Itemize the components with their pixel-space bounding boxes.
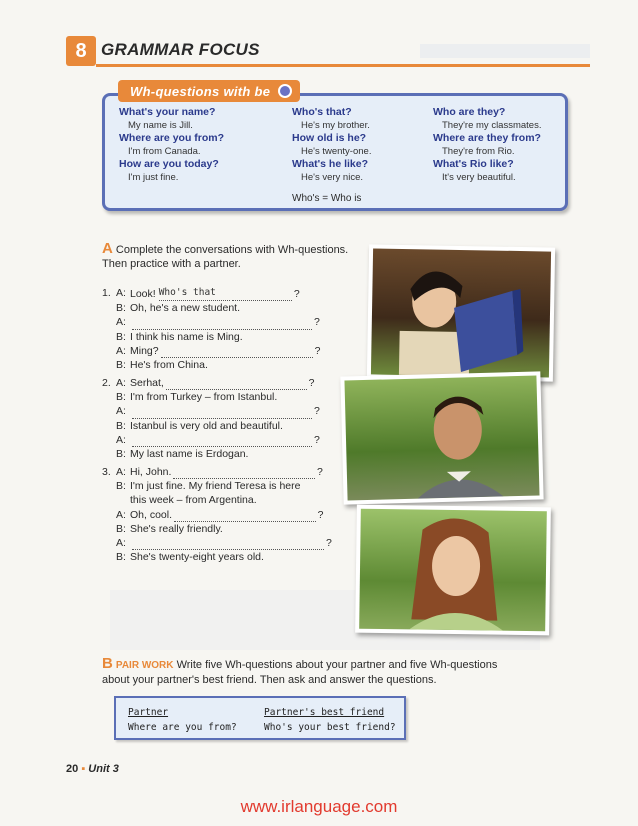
question-mark: ? — [314, 433, 320, 446]
grammar-answer: He's very nice. — [301, 172, 364, 183]
conversation-number — [102, 404, 116, 418]
grammar-question: How are you today? — [119, 158, 219, 170]
grammar-question: Who's that? — [292, 106, 352, 118]
line-text: Hi, John. — [130, 466, 172, 478]
watermark: www.irlanguage.com — [240, 797, 398, 816]
speaker-label: A: — [116, 537, 126, 550]
conversation-line — [102, 536, 332, 550]
grammar-question: Where are they from? — [433, 132, 541, 144]
part-a-text: Complete the conversations with Wh-questions. Then practice with a partner. — [102, 244, 349, 270]
speaker-label: B: — [116, 448, 126, 461]
conversation-number — [102, 315, 116, 329]
question-mark: ? — [317, 466, 323, 478]
line-text: I'm just fine. My friend Teresa is here — [130, 480, 301, 493]
speaker-label: B: — [116, 480, 126, 493]
title-rule — [96, 64, 590, 67]
answer-blank[interactable] — [232, 291, 292, 301]
answer-blank[interactable] — [166, 380, 307, 390]
grammar-question: Where are you from? — [119, 132, 225, 144]
grammar-note: Who's = Who is — [292, 193, 362, 204]
grammar-answer: My name is Jill. — [128, 120, 193, 131]
conversation-number — [102, 479, 116, 493]
page-number: 20 — [66, 763, 79, 775]
speaker-label: B: — [116, 391, 126, 404]
speaker-label: A: — [116, 466, 126, 478]
grammar-question: Who are they? — [433, 106, 506, 118]
line-text: She's twenty-eight years old. — [130, 551, 264, 564]
conversation-line — [102, 419, 320, 433]
speaker-label: A: — [116, 316, 126, 329]
conversation-number: 1. — [102, 287, 111, 299]
grammar-question: What's he like? — [292, 158, 369, 170]
conversation-number — [102, 550, 116, 564]
grammar-tab-label: Wh-questions with be — [130, 83, 271, 99]
speaker-label: A: — [116, 508, 126, 521]
conversation — [102, 465, 332, 564]
grammar-answer: It's very beautiful. — [442, 172, 516, 183]
example-box — [114, 696, 406, 740]
grammar-answer: He's twenty-one. — [301, 146, 372, 157]
example-col2-header: Partner's best friend — [264, 707, 385, 718]
speaker-label: B: — [116, 522, 126, 535]
photo-smiling-woman — [355, 505, 551, 636]
grammar-answer: I'm just fine. — [128, 172, 179, 183]
handwritten-answer[interactable]: Who's that — [159, 286, 230, 301]
conversation-line — [102, 522, 332, 536]
part-a-instruction — [102, 242, 364, 271]
conversation-line — [102, 376, 320, 390]
grammar-column-3 — [433, 106, 541, 184]
speaker-label: A: — [116, 344, 126, 357]
question-mark: ? — [314, 344, 321, 357]
conversation-line — [102, 344, 320, 358]
line-text: My last name is Erdogan. — [130, 448, 249, 461]
speaker-label: A: — [116, 287, 126, 299]
line-text: Serhat, — [130, 377, 164, 389]
conversation-number — [102, 508, 116, 522]
part-a-letter: A — [102, 240, 113, 257]
photo-boy-reading — [367, 244, 555, 381]
speaker-label — [116, 493, 130, 507]
part-b-letter: B — [102, 655, 113, 672]
speaker-label: B: — [116, 302, 126, 315]
line-text: Oh, cool. — [130, 508, 173, 521]
conversation-number — [102, 522, 116, 536]
section-title: GRAMMAR FOCUS — [101, 40, 260, 59]
grammar-question: What's your name? — [119, 106, 216, 118]
example-col1-value: Where are you from? — [128, 722, 237, 733]
question-mark: ? — [314, 405, 320, 418]
conversation-number — [102, 419, 116, 433]
answer-blank[interactable] — [173, 469, 315, 479]
grammar-answer: They're my classmates. — [442, 120, 542, 131]
line-text: this week – from Argentina. — [130, 494, 257, 507]
speaker-label: B: — [116, 551, 126, 564]
answer-blank[interactable] — [132, 409, 312, 419]
conversation-number — [102, 358, 116, 372]
line-text: Istanbul is very old and beautiful. — [130, 419, 283, 432]
line-text: I think his name is Ming. — [130, 330, 243, 343]
speaker-label: A: — [116, 405, 126, 418]
conversation-number — [102, 301, 116, 315]
conversation-line — [102, 286, 320, 301]
section-number-badge: 8 — [66, 36, 96, 66]
pair-work-label: PAIR WORK — [115, 660, 174, 671]
line-text: Oh, he's a new student. — [130, 302, 240, 315]
conversation-line — [102, 479, 332, 493]
grammar-answer: I'm from Canada. — [128, 146, 201, 157]
conversation-line — [102, 493, 332, 507]
conversation-line — [102, 390, 320, 404]
line-text: He's from China. — [130, 359, 208, 372]
conversation-line — [102, 447, 320, 461]
unit-label: Unit 3 — [88, 763, 119, 775]
conversation-line — [102, 433, 320, 447]
answer-blank[interactable] — [132, 320, 312, 330]
line-text: I'm from Turkey – from Istanbul. — [130, 391, 278, 404]
conversation-number — [102, 330, 116, 344]
conversation-number — [102, 447, 116, 461]
footer-square-icon: ▪ — [81, 763, 86, 775]
conversation-number — [102, 390, 116, 404]
line-text: Look! — [130, 288, 156, 300]
conversation-line — [102, 465, 332, 479]
answer-blank[interactable] — [132, 437, 312, 447]
part-b-instruction — [102, 657, 522, 687]
answer-blank[interactable] — [174, 512, 316, 522]
part-b-text: Write five Wh-questions about your partner and five Wh-questions about your partner's best friend. Then ask and answer the questions. — [102, 659, 498, 686]
conversation-number — [102, 433, 116, 447]
speaker-label: A: — [116, 433, 126, 446]
conversation-line — [102, 330, 320, 344]
conversation — [102, 376, 320, 461]
example-col1-header: Partner — [128, 707, 169, 718]
conversation-line — [102, 404, 320, 418]
conversation-line — [102, 358, 320, 372]
audio-icon[interactable] — [278, 84, 292, 98]
question-mark: ? — [317, 508, 324, 521]
conversation-line — [102, 315, 320, 329]
answer-blank[interactable] — [132, 540, 324, 550]
line-text: She's really friendly. — [130, 522, 223, 535]
conversation-line — [102, 550, 332, 564]
speaker-label: B: — [116, 330, 126, 343]
photo-smiling-man — [340, 371, 543, 504]
ghost-text — [420, 44, 590, 58]
grammar-column-1 — [119, 106, 224, 184]
question-mark: ? — [326, 537, 332, 550]
question-mark: ? — [293, 288, 300, 300]
page-footer — [66, 763, 119, 775]
grammar-column-2 — [292, 106, 371, 184]
grammar-tab[interactable] — [118, 80, 300, 102]
speaker-label: B: — [116, 359, 126, 372]
answer-blank[interactable] — [161, 348, 313, 358]
conversation-number: 3. — [102, 466, 111, 478]
conversation-number — [102, 344, 116, 358]
grammar-answer: They're from Rio. — [442, 146, 515, 157]
conversation-line — [102, 508, 332, 522]
conversation-line — [102, 301, 320, 315]
grammar-answer: He's my brother. — [301, 120, 370, 131]
conversation-number — [102, 493, 116, 507]
speaker-label: A: — [116, 377, 126, 389]
line-text: Ming? — [130, 344, 159, 357]
question-mark: ? — [308, 377, 315, 389]
conversation-number: 2. — [102, 377, 111, 389]
conversation-number — [102, 536, 116, 550]
conversation — [102, 286, 320, 372]
grammar-question: How old is he? — [292, 132, 367, 144]
example-col2-value: Who's your best friend? — [264, 722, 396, 733]
question-mark: ? — [314, 316, 320, 329]
grammar-question: What's Rio like? — [433, 158, 514, 170]
speaker-label: B: — [116, 419, 126, 432]
